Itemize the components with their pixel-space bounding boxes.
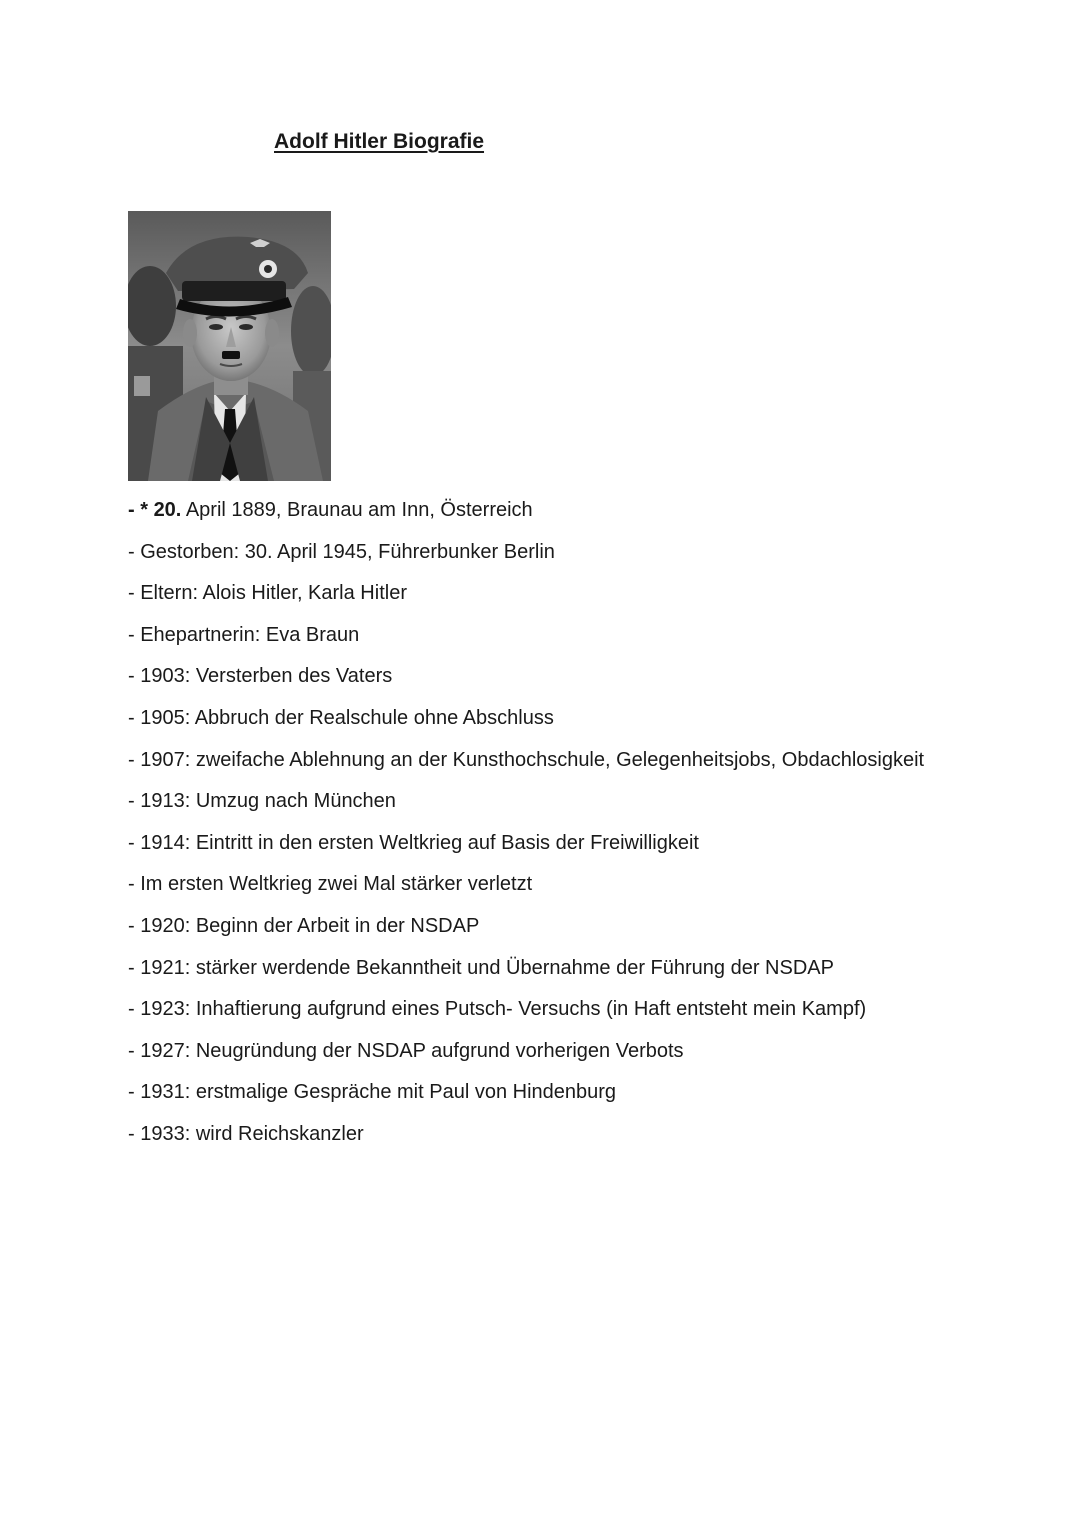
page-title: Adolf Hitler Biografie [274,130,485,153]
list-item: - 1933: wird Reichskanzler [128,1122,364,1145]
list-item: - Im ersten Weltkrieg zwei Mal stärker verletzt [128,873,533,896]
portrait-photo [128,211,331,481]
birth-day: 20. [153,499,182,521]
list-item: - 1923: Inhaftierung aufgrund eines Putsch- Versuchs (in Haft entsteht mein Kampf) [128,998,867,1021]
list-item: - 1920: Beginn der Arbeit in der NSDAP [128,914,480,937]
list-item-birth [128,497,988,524]
list-item: - 1914: Eintritt in den ersten Weltkrieg auf Basis der Freiwilligkeit [128,831,699,854]
list-item: - 1913: Umzug nach München [128,790,396,813]
list-item: - Ehepartnerin: Eva Braun [128,623,360,646]
list-item: - 1927: Neugründung der NSDAP aufgrund vorherigen Verbots [128,1039,684,1062]
list-item: - 1903: Versterben des Vaters [128,665,393,688]
list-item: - 1931: erstmalige Gespräche mit Paul von Hindenburg [128,1081,617,1104]
list-item: - 1921: stärker werdende Bekanntheit und Übernahme der Führung der NSDAP [128,956,834,979]
list-item: - Eltern: Alois Hitler, Karla Hitler [128,582,407,605]
biography-list [128,497,988,1163]
list-item: - 1905: Abbruch der Realschule ohne Abschluss [128,706,554,729]
list-item: - 1907: zweifache Ablehnung an der Kunsthochschule, Gelegenheitsjobs, Obdachlosigkeit [128,748,925,771]
birth-prefix: - * [128,499,154,521]
birth-details: April 1889, Braunau am Inn, Österreich [181,499,533,521]
list-item: - Gestorben: 30. April 1945, Führerbunker Berlin [128,540,555,563]
